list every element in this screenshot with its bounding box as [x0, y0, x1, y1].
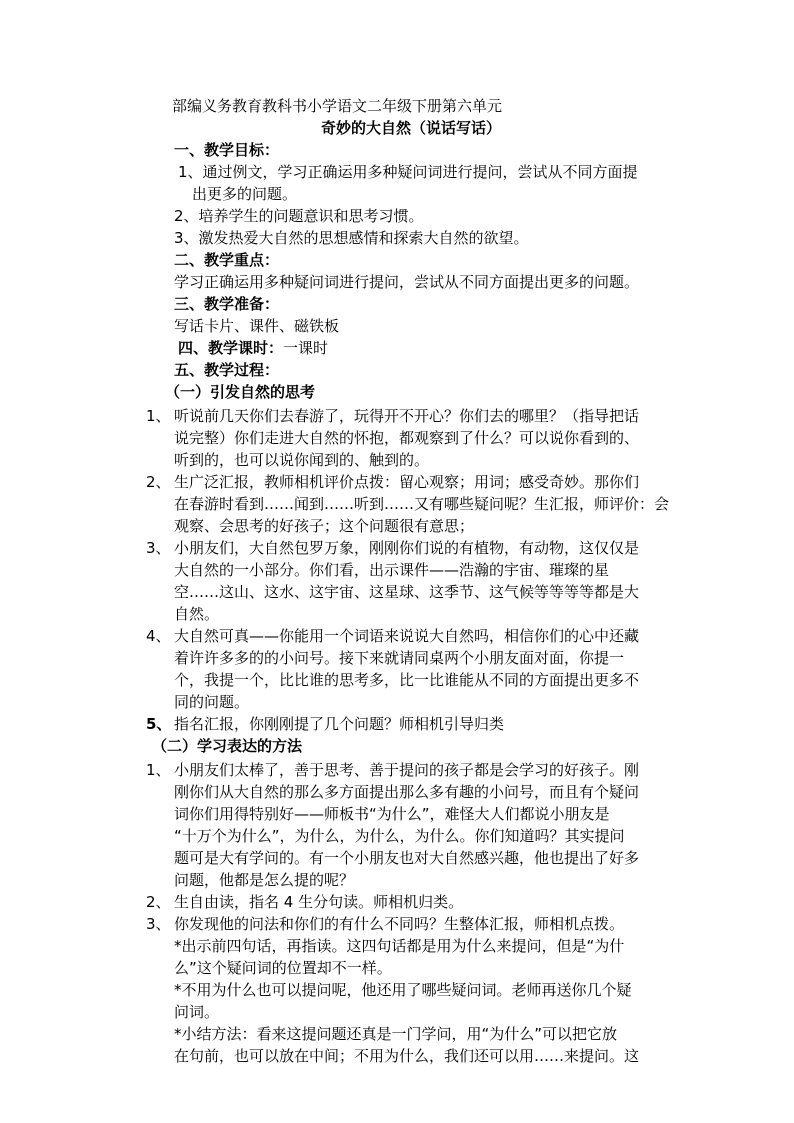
item-number: 2、: [146, 473, 171, 491]
paragraph-line: 小朋友们，大自然包罗万象，刚刚你们说的有植物，有动物，这仅仅是: [174, 539, 640, 557]
paragraph-line: “十万个为什么”，为什么，为什么，为什么。你们知道吗？其实提问: [174, 827, 625, 845]
item-number: 3、: [146, 539, 171, 557]
item-number: 5、: [146, 715, 172, 733]
item-number: 2、: [146, 893, 171, 911]
paragraph-line: 听说前几天你们去春游了，玩得开不开心？你们去的哪里？（指导把话: [174, 407, 640, 425]
section-heading-focus: 二、教学重点：: [174, 251, 280, 269]
paragraph-line: 生自由读，指名 4 生分句读。师相机归类。: [174, 893, 464, 911]
paragraph-line: 同的问题。: [174, 693, 250, 711]
paragraph-line: 在春游时看到……闻到……听到……又有哪些疑问呢？生汇报，师评价：会: [174, 495, 670, 513]
section-hours: [178, 337, 328, 359]
item-number: 3、: [146, 915, 171, 933]
paragraph-line: *出示前四句话，再指读。这四句话都是用为什么来提问，但是“为什: [174, 937, 625, 955]
paragraph-line: 大自然的一小部分。你们看，出示课件——浩瀚的宇宙、璀璨的星: [174, 561, 610, 579]
paragraph-line: 题可是大有学问的。有一个小朋友也对大自然感兴趣，他也提出了好多: [174, 849, 640, 867]
section-heading-process: 五、教学过程：: [174, 361, 280, 379]
paragraph-line: 大自然可真——你能用一个词语来说说大自然吗，相信你们的心中还藏: [174, 627, 640, 645]
section-heading-goals: 一、教学目标：: [174, 141, 280, 159]
paragraph-line: 指名汇报，你刚刚提了几个问题？师相机引导归类: [174, 715, 505, 733]
prep-text: 写话卡片、课件、磁铁板: [174, 317, 340, 335]
subsection-heading-2: （二）学习表达的方法: [152, 737, 303, 755]
goal-item-1: 1、通过例文，学习正确运用多种疑问词进行提问，尝试从不同方面提: [178, 163, 638, 181]
paragraph-line: 问词。: [174, 1003, 220, 1021]
doc-source: 部编义务教育教科书小学语文二年级下册第六单元: [172, 97, 503, 115]
paragraph-line: *不用为什么也可以提问呢，他还用了哪些疑问词。老师再送你几个疑: [174, 981, 632, 999]
paragraph-line: 听到的，也可以说你闻到的、触到的。: [174, 451, 430, 469]
paragraph-line: 观察、会思考的好孩子；这个问题很有意思；: [174, 517, 475, 535]
paragraph-line: 自然。: [174, 605, 220, 623]
hours-value: 一课时: [283, 339, 329, 357]
focus-text: 学习正确运用多种疑问词进行提问，尝试从不同方面提出更多的问题。: [174, 273, 640, 291]
item-number: 1、: [146, 407, 171, 425]
item-number: 4、: [146, 627, 171, 645]
paragraph-line: *小结方法：看来这提问题还真是一门学问，用“为什么”可以把它放: [174, 1025, 618, 1043]
paragraph-line: 词你们用得特别好——师板书“为什么”，难怪大人们都说小朋友是: [174, 805, 610, 823]
paragraph-line: 生广泛汇报，教师相机评价点拨：留心观察；用词；感受奇妙。那你们: [174, 473, 640, 491]
paragraph-line: 问题，他都是怎么提的呢？: [174, 871, 355, 889]
paragraph-line: 着许许多多的的小问号。接下来就请同桌两个小朋友面对面，你提一: [174, 649, 625, 667]
doc-title: 奇妙的大自然（说话写话）: [321, 119, 502, 137]
paragraph-line: 个，我提一个，比比谁的思考多，比一比谁能从不同的方面提出更多不: [174, 671, 640, 689]
subsection-heading-1: （一）引发自然的思考: [165, 383, 316, 401]
item-number: 1、: [146, 761, 171, 779]
paragraph-line: 说完整）你们走进大自然的怀抱，都观察到了什么？可以说你看到的、: [174, 429, 640, 447]
goal-item-1-cont: 出更多的问题。: [192, 185, 298, 203]
paragraph-line: 在句前，也可以放在中间；不用为什么，我们还可以用……来提问。这: [174, 1047, 640, 1065]
paragraph-line: 小朋友们太棒了，善于思考、善于提问的孩子都是会学习的好孩子。刚: [174, 761, 640, 779]
paragraph-line: 么”这个疑问词的位置却不一样。: [174, 959, 392, 977]
paragraph-line: 刚你们从大自然的那么多方面提出那么多有趣的小问号，而且有个疑问: [174, 783, 640, 801]
paragraph-line: 空……这山、这水、这宇宙、这星球、这季节、这气候等等等等都是大: [174, 583, 640, 601]
goal-item-3: 3、激发热爱大自然的思想感情和探索大自然的欲望。: [174, 229, 529, 247]
section-heading-hours: 四、教学课时：: [178, 339, 284, 357]
paragraph-line: 你发现他的问法和你们的有什么不同吗？生整体汇报，师相机点拨。: [174, 915, 625, 933]
section-heading-prep: 三、教学准备：: [174, 295, 280, 313]
goal-item-2: 2、培养学生的问题意识和思考习惯。: [174, 207, 424, 225]
